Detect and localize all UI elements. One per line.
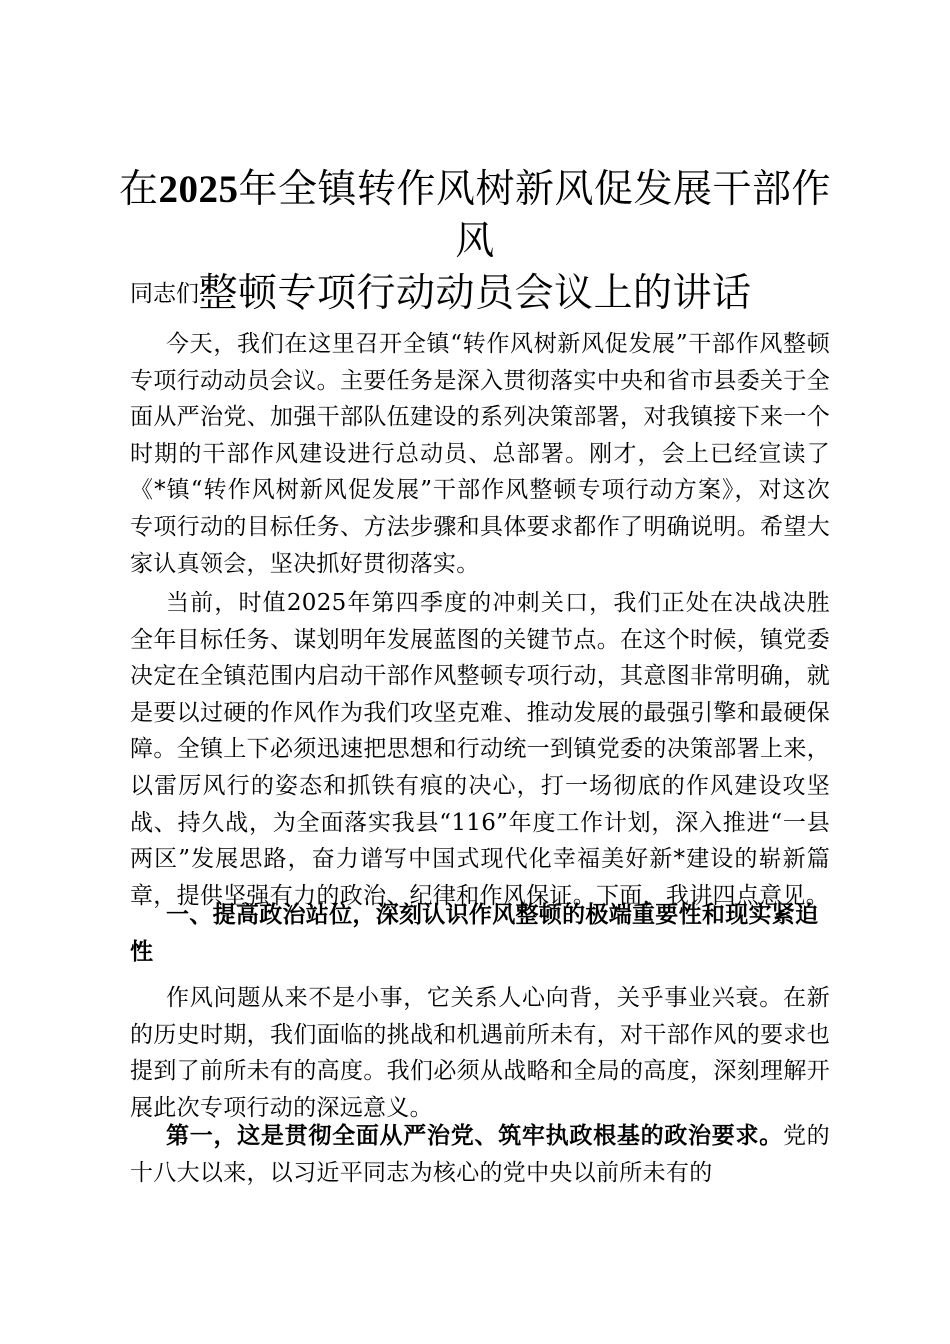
title-year: 2025 [158,168,239,211]
title-line1-rest: 年全镇转作风树新风促发展干部作风 [238,167,832,264]
salutation: 同志们: [130,281,207,307]
title-line2: 整顿专项行动动员会议上的讲话 [198,271,752,316]
point-one-lead: 第一，这是贯彻全面从严治党、筑牢执政根基的政治要求。 [166,1122,783,1149]
document-title [110,164,840,320]
paragraph-context: 当前，时值2025年第四季度的冲刺关口，我们正处在决战决胜全年目标任务、谋划明年发展蓝图的关键节点。在这个时候，镇党委决定在全镇范围内启动干部作风整顿专项行动，其意图非常明确，就是要以过硬的作风作为我们攻坚克难、推动发展的最强引擎和最硬保障。全镇上下必须迅速把思想和行动统一到镇党委的决策部署上来，以雷厉风行的姿态和抓铁有痕的决心，打一场彻底的作风建设攻坚战、持久战，为全面落实我县“116”年度工作计划，深入推进“一县两区”发展思路，奋力谱写中国式现代化幸福美好新*建设的崭新篇章，提供坚强有力的政治、纪律和作风保证。下面，我讲四点意见。 [130,590,830,909]
paragraph-opening: 今天，我们在这里召开全镇“转作风树新风促发展”干部作风整顿专项行动动员会议。主要任务是深入贯彻落实中央和省市县委关于全面从严治党、加强干部队伍建设的系列决策部署，对我镇接下来一个时期的干部作风建设进行总动员、总部署。刚才，会上已经宣读了《*镇“转作风树新风促发展”干部作风整顿专项行动方案》，对这次专项行动的目标任务、方法步骤和具体要求都作了明确说明。希望大家认真领会，坚决抓好贯彻落实。 [130,331,830,577]
point-one-text: 党的十八大以来，以习近平同志为核心的党中央以前所未有的 [130,1123,830,1186]
title-prefix: 在 [118,167,159,212]
paragraph-section-intro: 作风问题从来不是小事，它关系人心向背，关乎事业兴衰。在新的历史时期，我们面临的挑战和机遇前所未有，对干部作风的要求也提到了前所未有的高度。我们必须从战略和全局的高度，深刻理解开展此次专项行动的深远意义。 [130,985,830,1121]
section-heading-1: 一、提高政治站位，深刻认识作风整顿的极端重要性和现实紧迫性 [130,901,819,965]
paragraph-point-one [130,1118,830,1191]
